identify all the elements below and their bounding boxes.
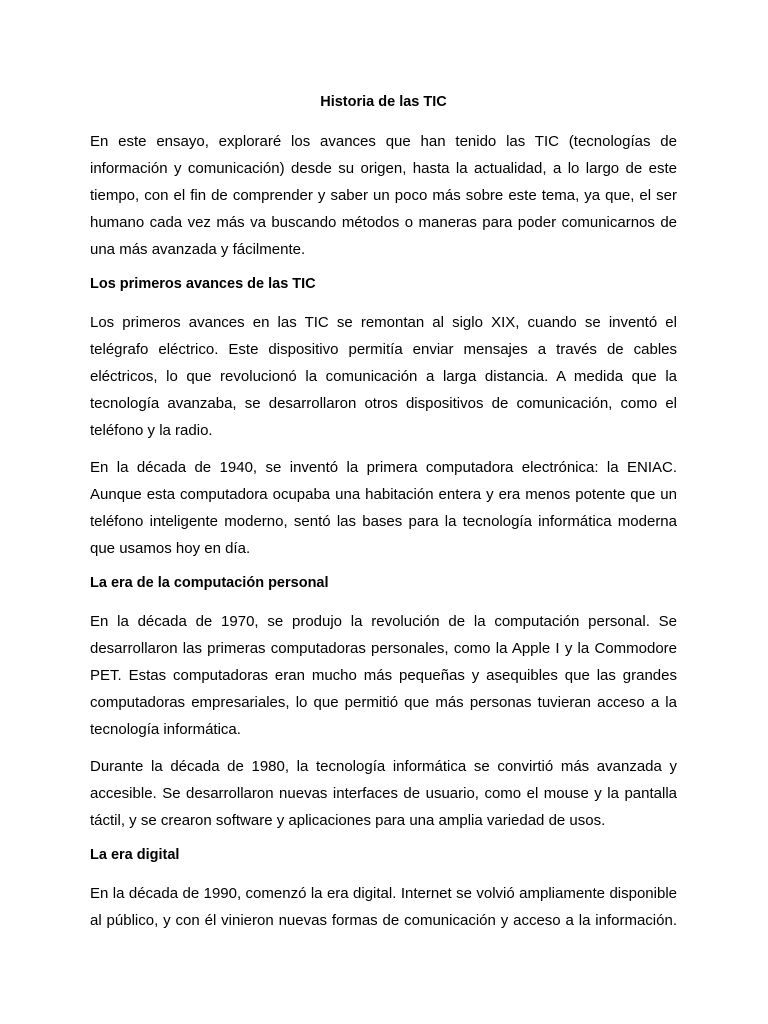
paragraph-1970: En la década de 1970, se produjo la revolución de la computación personal. Se desarrollaron las primeras computadoras personales, como la Apple I y la Commodore PET. Estas computadoras eran mucho más pequeñas y asequibles que las grandes computadoras empresariales, lo que permitió que más personas tuvieran acceso a la tecnología informática. (90, 613, 677, 738)
paragraph-telegrafo: Los primeros avances en las TIC se remontan al siglo XIX, cuando se inventó el telégrafo eléctrico. Este dispositivo permitía enviar mensajes a través de cables eléctricos, lo que revolucionó la comunicación a larga distancia. A medida que la tecnología avanzaba, se desarrollaron otros dispositivos de comunicación, como el teléfono y la radio. (90, 314, 677, 439)
paragraph-eniac: En la década de 1940, se inventó la primera computadora electrónica: la ENIAC. Aunque esta computadora ocupaba una habitación entera y era menos potente que un teléfono inteligente moderno, sentó las bases para la tecnología informática moderna que usamos hoy en día. (90, 459, 677, 557)
section-heading-computacion-personal: La era de la computación personal (90, 575, 329, 591)
paragraph-1990: En la década de 1990, comenzó la era digital. Internet se volvió ampliamente disponible al público, y con él vinieron nuevas formas de comunicación y acceso a la información. (90, 885, 677, 929)
section-heading-era-digital: La era digital (90, 847, 180, 863)
section-heading-primeros-avances: Los primeros avances de las TIC (90, 276, 316, 292)
document-title: Historia de las TIC (320, 94, 447, 110)
paragraph-1980: Durante la década de 1980, la tecnología informática se convirtió más avanzada y accesible. Se desarrollaron nuevas interfaces de usuario, como el mouse y la pantalla táctil, y se crearon software y aplicaciones para una amplia variedad de usos. (90, 758, 677, 829)
document-page (90, 92, 677, 944)
paragraph-intro: En este ensayo, exploraré los avances que han tenido las TIC (tecnologías de información y comunicación) desde su origen, hasta la actualidad, a lo largo de este tiempo, con el fin de comprender y saber un poco más sobre este tema, ya que, el ser humano cada vez más va buscando métodos o maneras para poder comunicarnos de una más avanzada y fácilmente. (90, 133, 677, 258)
